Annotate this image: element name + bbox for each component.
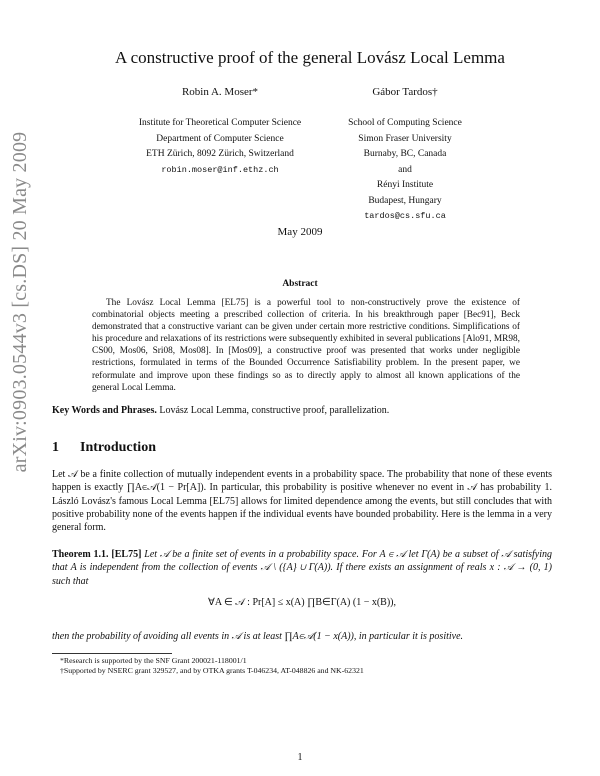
paper-date: May 2009 — [277, 226, 323, 238]
theorem-formula: ∀A ∈ 𝒜 : Pr[A] ≤ x(A) ∏B∈Γ(A) (1 − x(B)), — [207, 597, 396, 608]
arxiv-stamp: arXiv:0903.0544v3 [cs.DS] 20 May 2009 — [9, 131, 31, 473]
section-title: Introduction — [80, 440, 156, 455]
author-email-2[interactable]: tardos@cs.sfu.ca — [364, 211, 446, 221]
footnote-rule — [52, 653, 172, 654]
section-heading — [52, 440, 156, 456]
footnote-1: *Research is supported by the SNF Grant 200021-118001/1 — [60, 656, 247, 665]
affil-line: School of Computing Science — [348, 118, 462, 128]
section-number: 1 — [52, 440, 59, 455]
abstract-body: The Lovász Local Lemma [EL75] is a powerful tool to non-constructively prove the existence of combinatorial objects meeting a prescribed collection of criteria. In his breakthrough paper [Bec91], Beck demonstrated that a constructive variant can be given under certain more restrictive conditions. Simplifications of his procedure and relaxations of its restrictions were subsequently exhibited in several publications [Alo91, MR98, CS00, Mos06, Sri08, Mos08]. In [Mos09], a constructive proof was presented that works under negligible restrictions, formulated in terms of the Bounded Occurrence Satisfiability problem. In the present paper, we reformulate and improve upon these findings so as to directly apply to almost all known applications of the general Local Lemma. — [92, 298, 520, 393]
affil-line: Department of Computer Science — [156, 133, 284, 144]
affil-line: Institute for Theoretical Computer Science — [138, 118, 302, 128]
keywords-text: Lovász Local Lemma, constructive proof, parallelization. — [159, 405, 390, 416]
footnote-2: †Supported by NSERC grant 329527, and by OTKA grants T-046234, AT-048826 and NK-62321 — [60, 666, 364, 675]
theorem-block — [52, 548, 552, 588]
author-email-1[interactable]: robin.moser@inf.ethz.ch — [161, 164, 279, 175]
author-name-1: Robin A. Moser* — [181, 86, 259, 98]
author-affiliation-1 — [110, 116, 330, 178]
theorem-text: Let 𝒜 be a finite set of events in a probability space. For A ∈ 𝒜 let Γ(A) be a subset of 𝒜 satisfying that A is independent from the collection of events 𝒜 \ ({A} ∪ Γ(A)). If there exists an assignment of reals x : 𝒜 → (0, 1) such that — [52, 549, 552, 587]
keywords-label: Key Words and Phrases. — [52, 405, 157, 416]
page-number: 1 — [297, 752, 303, 763]
paper-title: A constructive proof of the general Lovász Local Lemma — [115, 48, 505, 67]
author-name-2: Gábor Tardos† — [372, 86, 438, 98]
intro-paragraph: Let 𝒜 be a finite collection of mutually independent events in a probability space. The probability that none of these events happen is exactly ∏A∈𝒜(1 − Pr[A]). In particular, this probability is positive whenever no event in 𝒜 has probability 1. László Lovász's famous Local Lemma [EL75] allows for limited dependence among the events, but still concludes that with positive probability none of the events happen if the individual events have bounded probability. Here is the lemma in a very general form. — [52, 469, 552, 534]
affil-line: ETH Zürich, 8092 Zürich, Switzerland — [146, 149, 294, 159]
affil-line: Rényi Institute — [376, 180, 434, 190]
theorem-label: Theorem 1.1. [EL75] — [52, 549, 142, 560]
affil-line: Budapest, Hungary — [368, 195, 442, 206]
theorem-conclusion: then the probability of avoiding all events in 𝒜 is at least ∏A∈𝒜(1 − x(A)), in particular it is positive. — [52, 631, 464, 642]
affil-line: and — [398, 164, 412, 175]
affil-line: Simon Fraser University — [358, 133, 452, 144]
abstract-heading: Abstract — [282, 279, 318, 289]
keywords — [52, 405, 552, 416]
author-affiliation-2 — [330, 116, 480, 225]
affil-line: Burnaby, BC, Canada — [363, 149, 447, 159]
